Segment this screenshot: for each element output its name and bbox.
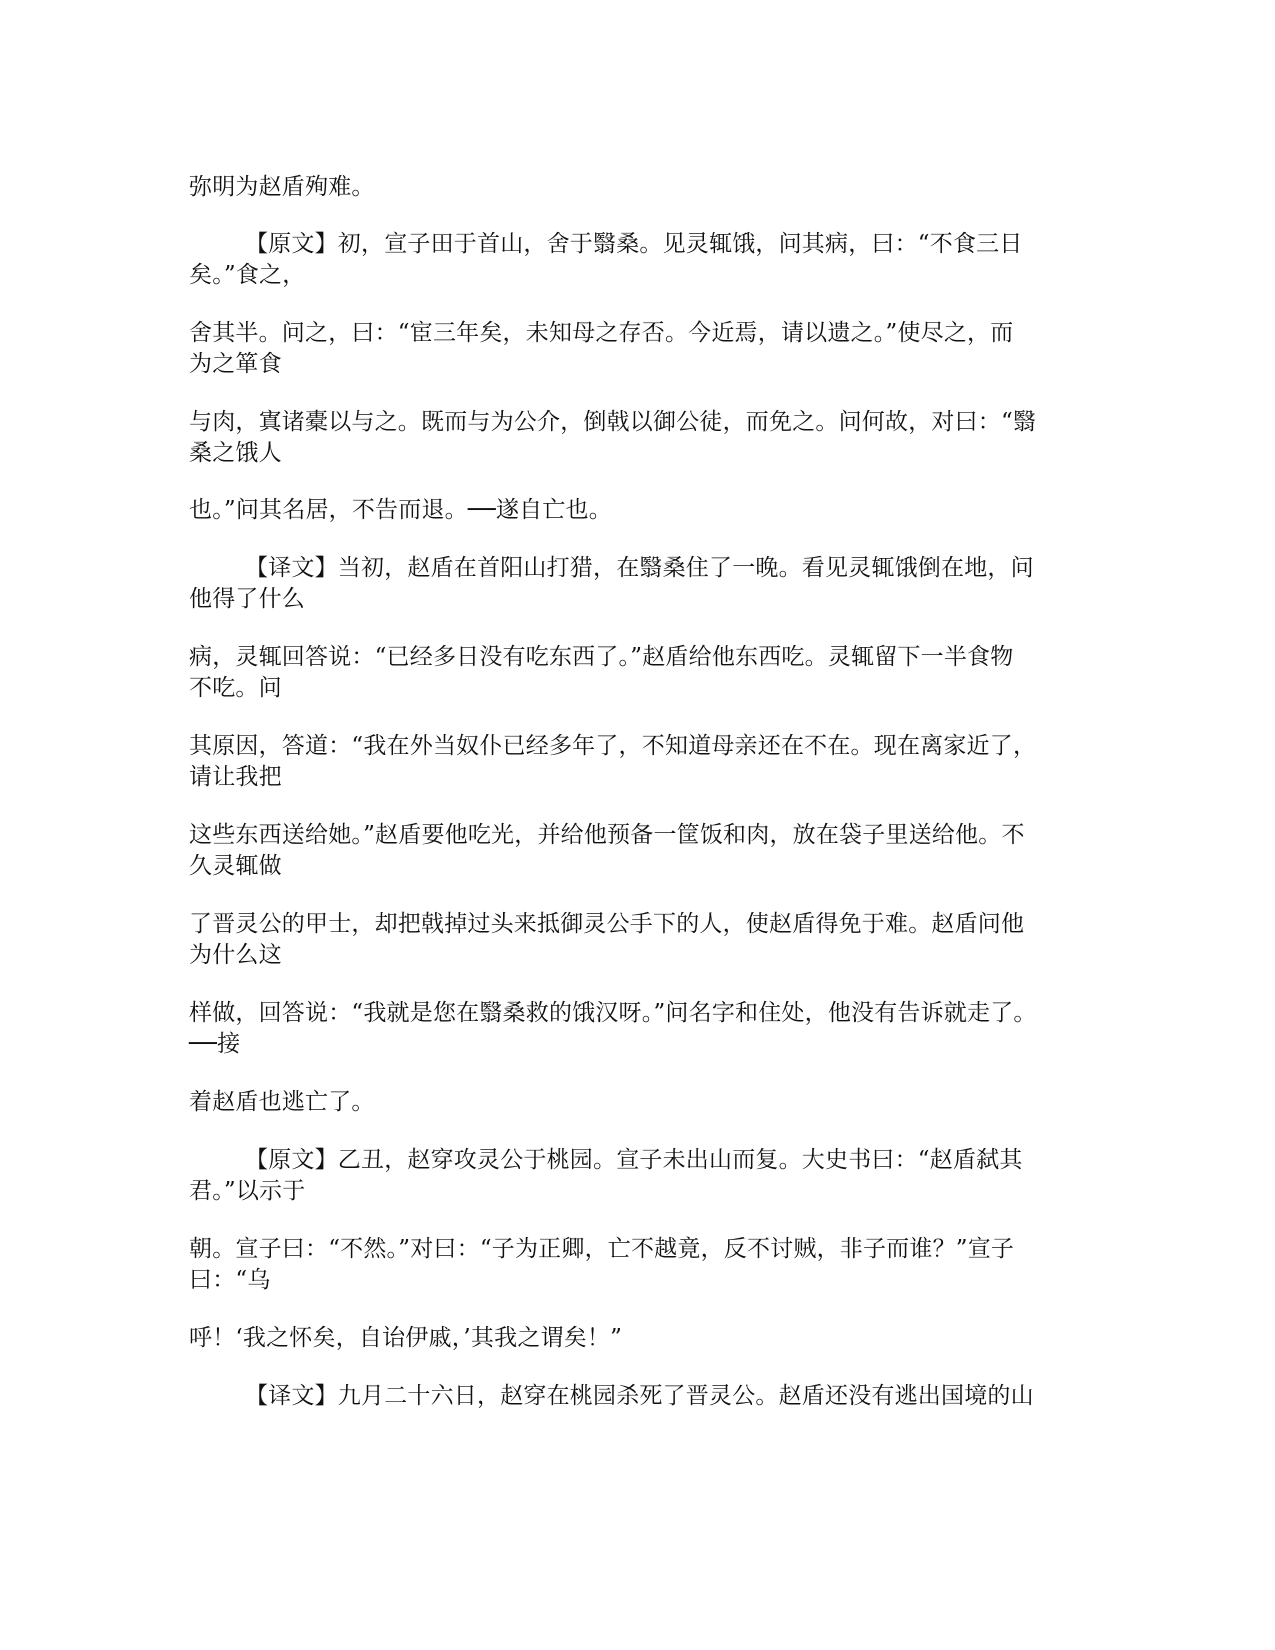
text-line: 为什么这 bbox=[189, 942, 282, 968]
text-line: 呼！‘我之怀矣，自诒伊戚，’其我之谓矣！” bbox=[189, 1325, 623, 1351]
text-line: 矣。”食之， bbox=[189, 262, 306, 288]
paragraph-first-line: 【原文】乙丑，赵穿攻灵公于桃园。宣子未出山而复。大史书曰：“赵盾弑其 bbox=[245, 1147, 1023, 1173]
text-line: 舍其半。问之，曰：“宦三年矣，未知母之存否。今近焉，请以遗之。”使尽之，而 bbox=[189, 320, 1014, 346]
text-line: ──接 bbox=[189, 1031, 241, 1057]
text-line: 与肉，寘诸橐以与之。既而与为公介，倒戟以御公徒，而免之。问何故，对曰：“翳 bbox=[189, 409, 1037, 435]
text-line: 他得了什么 bbox=[189, 586, 305, 612]
paragraph-first-line: 【原文】初，宣子田于首山，舍于翳桑。见灵辄饿，问其病，曰：“不食三日 bbox=[245, 231, 1023, 257]
text-line: 着赵盾也逃亡了。 bbox=[189, 1089, 375, 1115]
paragraph-first-line: 【译文】九月二十六日，赵穿在桃园杀死了晋灵公。赵盾还没有逃出国境的山 bbox=[245, 1383, 1034, 1409]
text-line: 曰：“乌 bbox=[189, 1267, 271, 1293]
text-line: 了晋灵公的甲士，却把戟掉过头来抵御灵公手下的人，使赵盾得免于难。赵盾问他 bbox=[189, 911, 1025, 937]
text-line: 请让我把 bbox=[189, 764, 282, 790]
text-line: 桑之饿人 bbox=[189, 440, 282, 466]
text-line: 君。”以示于 bbox=[189, 1178, 306, 1204]
text-line: 病，灵辄回答说：“已经多日没有吃东西了。”赵盾给他东西吃。灵辄留下一半食物 bbox=[189, 644, 1014, 670]
text-line: 弥明为赵盾殉难。 bbox=[189, 174, 375, 200]
text-line: 这些东西送给她。”赵盾要他吃光，并给他预备一筐饭和肉，放在袋子里送给他。不 bbox=[189, 822, 1025, 848]
text-line: 不吃。问 bbox=[189, 675, 282, 701]
text-line: 其原因，答道：“我在外当奴仆已经多年了，不知道母亲还在不在。现在离家近了， bbox=[189, 733, 1037, 759]
text-line: 为之箪食 bbox=[189, 351, 282, 377]
paragraph-first-line: 【译文】当初，赵盾在首阳山打猎，在翳桑住了一晚。看见灵辄饿倒在地，问 bbox=[245, 555, 1034, 581]
text-line: 久灵辄做 bbox=[189, 853, 282, 879]
text-line: 朝。宣子曰：“不然。”对曰：“子为正卿，亡不越竟，反不讨贼，非子而谁？”宣子 bbox=[189, 1236, 1015, 1262]
text-line: 样做，回答说：“我就是您在翳桑救的饿汉呀。”问名字和住处，他没有告诉就走了。 bbox=[189, 1000, 1037, 1026]
text-line: 也。”问其名居，不告而退。──遂自亡也。 bbox=[189, 497, 612, 523]
